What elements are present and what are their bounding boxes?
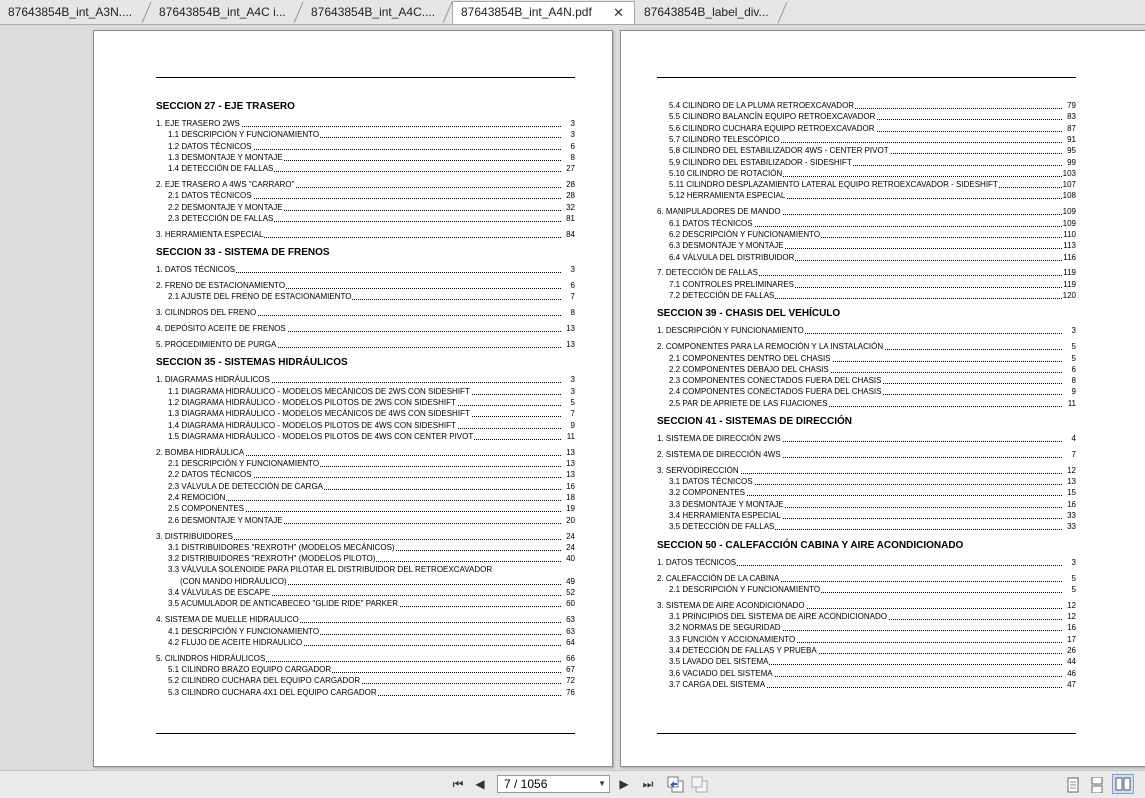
toc-page-number: 109 bbox=[1062, 207, 1076, 217]
toc-entry-label: 5.8 CILINDRO DEL ESTABILIZADOR 4WS - CENTER PIVOT bbox=[669, 146, 889, 156]
toc-entry-label: 2. SISTEMA DE DIRECCIÓN 4WS bbox=[657, 449, 781, 459]
toc-entry[interactable] bbox=[669, 679, 1076, 690]
tab-label: 87643854B_label_div... bbox=[644, 5, 769, 19]
page-indicator: 7 / 1056 bbox=[504, 777, 548, 791]
toc-entry[interactable] bbox=[669, 645, 1076, 656]
toc-entry-label: 7. DETECCIÓN DE FALLAS bbox=[657, 268, 758, 278]
toc-entry[interactable] bbox=[156, 280, 575, 291]
toc-entry-label: 3. SISTEMA DE AIRE ACONDICIONADO bbox=[657, 600, 805, 610]
toc-page-number: 13 bbox=[1067, 477, 1076, 487]
toc-page-number: 9 bbox=[1071, 387, 1076, 397]
toc-page-number: 15 bbox=[1067, 488, 1076, 498]
toc-entry-label: 2. CALEFACCIÓN DE LA CABINA bbox=[657, 573, 780, 583]
toc-entry-label: 3.6 VACIADO DEL SISTEMA bbox=[669, 668, 773, 678]
toc-entry[interactable] bbox=[669, 134, 1076, 145]
toc-entry-label: 5.10 CILINDRO DE ROTACIÓN bbox=[669, 168, 783, 178]
toc-page-number: 16 bbox=[1067, 499, 1076, 509]
toc-page-number: 3 bbox=[570, 119, 575, 128]
toc-entry-label: 4.2 FLUJO DE ACEITE HIDRAULICO bbox=[168, 637, 303, 647]
toc-page-number: 8 bbox=[570, 152, 575, 162]
toc-entry-label: 3.5 DETECCIÓN DE FALLAS bbox=[669, 522, 775, 532]
toc-entry[interactable] bbox=[168, 397, 575, 408]
toc-entry-label: 1.4 DETECCIÓN DE FALLAS bbox=[168, 164, 274, 174]
toc-entry[interactable] bbox=[669, 145, 1076, 156]
toc-entry-label: 5. CILINDROS HIDRÁULICOS bbox=[156, 653, 266, 663]
toc-entry-label: 3.5 ACUMULADOR DE ANTICABECEO "GLIDE RIDE" PARKER bbox=[168, 599, 399, 609]
toc-page-number: 8 bbox=[1071, 376, 1076, 386]
toc-entry-label: 2.1 DESCRIPCIÓN Y FUNCIONAMIENTO bbox=[669, 584, 821, 594]
toc-entry[interactable] bbox=[669, 521, 1076, 532]
toc-page-number: 12 bbox=[1067, 612, 1076, 621]
toc-entry[interactable] bbox=[168, 664, 575, 675]
toc-page-number: 13 bbox=[566, 447, 575, 457]
toc-entry-label: 3.4 DETECCIÓN DE FALLAS Y PRUEBA bbox=[669, 645, 817, 655]
toc-entry-label: 1.1 DESCRIPCIÓN Y FUNCIONAMIENTO bbox=[168, 130, 320, 140]
toc-entry-label: 3. CILINDROS DEL FRENO bbox=[156, 308, 257, 318]
toc-page-number: 20 bbox=[566, 515, 575, 525]
toc-entry-label: 5. PROCEDIMIENTO DE PURGA bbox=[156, 340, 277, 350]
toc-entry[interactable] bbox=[168, 553, 575, 564]
toc-page-number: 108 bbox=[1062, 191, 1076, 201]
toc-entry[interactable] bbox=[156, 307, 575, 318]
toc-page-number: 113 bbox=[1063, 241, 1076, 251]
section-heading: SECCION 27 - EJE TRASERO bbox=[156, 101, 295, 112]
toc-entry[interactable] bbox=[168, 458, 575, 469]
toc-entry-label: 3.5 LAVADO DEL SISTEMA bbox=[669, 657, 769, 667]
toc-page-number: 3 bbox=[1071, 557, 1076, 567]
toc-page-number: 79 bbox=[1067, 101, 1076, 110]
toc-entry[interactable] bbox=[156, 447, 575, 458]
toc-entry[interactable] bbox=[669, 157, 1076, 168]
toc-entry[interactable] bbox=[168, 408, 575, 419]
toc-page-number: 11 bbox=[566, 431, 575, 441]
toc-entry-label: 1. SISTEMA DE DIRECCIÓN 2WS bbox=[657, 434, 781, 443]
toc-entry-label: 3.7 CARGA DEL SISTEMA bbox=[669, 679, 766, 689]
toc-page-number: 27 bbox=[566, 164, 575, 174]
toc-page-number: 12 bbox=[1067, 600, 1076, 610]
toc-page-number: 6 bbox=[570, 141, 575, 151]
toc-entry[interactable] bbox=[156, 614, 575, 625]
toc-page-number: 32 bbox=[566, 202, 575, 212]
toc-entry[interactable] bbox=[657, 341, 1076, 352]
toc-entry[interactable] bbox=[669, 353, 1076, 364]
toc-page-number: 28 bbox=[566, 191, 575, 201]
previous-page-icon: ◀ bbox=[475, 777, 485, 791]
toc-entry[interactable] bbox=[657, 557, 1076, 568]
close-tab-icon[interactable]: ✕ bbox=[613, 5, 624, 20]
toc-entry-label: 3.2 DISTRIBUIDORES "REXROTH" (MODELOS PILOTO) bbox=[168, 554, 376, 564]
toc-entry[interactable] bbox=[168, 564, 575, 575]
toc-entry-label: 7.2 DETECCIÓN DE FALLAS bbox=[669, 291, 775, 300]
toc-entry-label: 5.5 CILINDRO BALANCÍN EQUIPO RETROEXCAVADOR bbox=[669, 112, 876, 122]
toc-page-number: 3 bbox=[570, 375, 575, 385]
toc-page-number: 120 bbox=[1062, 291, 1076, 300]
page-top-rule bbox=[156, 77, 575, 78]
toc-entry[interactable] bbox=[669, 476, 1076, 487]
toc-entry[interactable] bbox=[669, 279, 1076, 290]
toc-entry-label: 3.1 PRINCIPIOS DEL SISTEMA DE AIRE ACONDICIONADO bbox=[669, 612, 887, 621]
toc-entry[interactable] bbox=[669, 240, 1076, 251]
toc-entry-label: 2.1 DATOS TÉCNICOS bbox=[168, 191, 252, 201]
toc-page-number: 3 bbox=[570, 265, 575, 275]
toc-entry[interactable] bbox=[657, 573, 1076, 584]
toc-page-number: 28 bbox=[566, 180, 575, 190]
toc-page-number: 44 bbox=[1067, 657, 1076, 667]
tab-label: 87643854B_int_A4C.... bbox=[311, 5, 436, 19]
toc-entry-label: 2.1 DESCRIPCIÓN Y FUNCIONAMIENTO bbox=[168, 459, 320, 469]
toc-entry[interactable] bbox=[168, 675, 575, 686]
toc-page-number: 5 bbox=[570, 398, 575, 407]
toc-page-number: 33 bbox=[1067, 511, 1076, 520]
toc-entry[interactable] bbox=[669, 252, 1076, 263]
toc-leader-dots bbox=[168, 500, 561, 501]
toc-entry-label: 3. HERRAMIENTA ESPECIAL bbox=[156, 229, 264, 239]
toc-entry[interactable] bbox=[180, 576, 575, 587]
toc-entry-label: 2. EJE TRASERO A 4WS "CARRARO" bbox=[156, 180, 295, 190]
toc-entry[interactable] bbox=[156, 229, 575, 240]
toc-entry-label: 3.4 HERRAMIENTA ESPECIAL bbox=[669, 511, 781, 520]
toc-entry[interactable] bbox=[168, 542, 575, 553]
toc-page-number: 60 bbox=[566, 599, 575, 609]
toc-entry[interactable] bbox=[168, 420, 575, 431]
last-page-button[interactable] bbox=[640, 776, 656, 792]
toc-page-number: 116 bbox=[1063, 252, 1076, 262]
toc-page-number: 87 bbox=[1067, 123, 1076, 133]
tab-label: 87643854B_int_A4N.pdf bbox=[461, 5, 592, 19]
toc-page-number: 17 bbox=[1067, 634, 1076, 644]
toc-page-number: 7 bbox=[570, 409, 575, 419]
toc-entry[interactable] bbox=[156, 374, 575, 385]
toc-entry-label: 5.3 CILINDRO CUCHARA 4X1 DEL EQUIPO CARGADOR bbox=[168, 687, 377, 697]
toc-entry[interactable] bbox=[657, 600, 1076, 611]
status-bar bbox=[0, 770, 1145, 798]
section-heading: SECCION 39 - CHASIS DEL VEHÍCULO bbox=[657, 308, 841, 320]
toc-entry-label: 3. DISTRIBUIDORES bbox=[156, 531, 233, 541]
toc-page-number: 83 bbox=[1067, 112, 1076, 122]
document-viewer[interactable] bbox=[0, 25, 1145, 770]
toc-entry-label: 4.1 DESCRIPCIÓN Y FUNCIONAMIENTO bbox=[168, 626, 320, 636]
toc-entry[interactable] bbox=[669, 398, 1076, 409]
section-heading: SECCION 50 - CALEFACCIÓN CABINA Y AIRE ACONDICIONADO bbox=[657, 539, 964, 551]
go-forward-icon[interactable] bbox=[691, 776, 709, 794]
toc-entry[interactable] bbox=[669, 168, 1076, 179]
toc-page-number: 33 bbox=[1067, 522, 1076, 532]
toc-entry[interactable] bbox=[168, 202, 575, 213]
toc-entry-label: 4. DEPÓSITO ACEITE DE FRENOS bbox=[156, 324, 286, 334]
toc-entry[interactable] bbox=[168, 163, 575, 174]
toc-entry-label: 3.4 VÁLVULAS DE ESCAPE bbox=[168, 588, 271, 597]
toc-entry[interactable] bbox=[168, 515, 575, 526]
tab-bar bbox=[0, 0, 1145, 25]
toc-entry-label: 5.4 CILINDRO DE LA PLUMA RETROEXCAVADOR bbox=[669, 101, 855, 110]
toc-entry[interactable] bbox=[168, 626, 575, 637]
toc-entry[interactable] bbox=[156, 118, 575, 129]
last-page-icon: ⏭ bbox=[642, 777, 654, 791]
toc-page-number: 63 bbox=[566, 615, 575, 625]
toc-page-number: 6 bbox=[570, 281, 575, 291]
toc-entry[interactable] bbox=[168, 587, 575, 598]
toc-entry[interactable] bbox=[168, 152, 575, 163]
toc-entry[interactable] bbox=[168, 129, 575, 140]
toc-entry-label: 3.1 DATOS TÉCNICOS bbox=[669, 477, 753, 487]
toc-entry[interactable] bbox=[669, 218, 1076, 229]
toc-page-number: 13 bbox=[566, 340, 575, 350]
toc-entry[interactable] bbox=[669, 584, 1076, 595]
toc-entry[interactable] bbox=[156, 531, 575, 542]
toc-entry-label: 3.2 NORMAS DE SEGURIDAD bbox=[669, 623, 781, 633]
go-back-icon[interactable] bbox=[667, 776, 685, 794]
toc-entry-label: 2.1 AJUSTE DEL FRENO DE ESTACIONAMIENTO bbox=[168, 292, 352, 302]
toc-page-number: 4 bbox=[1071, 434, 1076, 443]
toc-page-number: 16 bbox=[1067, 623, 1076, 633]
pdf-page-left bbox=[93, 30, 613, 767]
toc-page-number: 3 bbox=[570, 130, 575, 140]
toc-page-number: 5 bbox=[1071, 573, 1076, 583]
toc-page-number: 13 bbox=[566, 324, 575, 334]
toc-page-number: 47 bbox=[1067, 679, 1076, 689]
toc-entry[interactable] bbox=[669, 499, 1076, 510]
toc-entry-label: 6.4 VÁLVULA DEL DISTRIBUIDOR bbox=[669, 252, 795, 262]
toc-page-number: 7 bbox=[1071, 449, 1076, 459]
toc-entry[interactable] bbox=[156, 653, 575, 664]
toc-page-number: 8 bbox=[570, 308, 575, 318]
toc-page-number: 119 bbox=[1063, 268, 1076, 278]
toc-page-number: 3 bbox=[1071, 326, 1076, 336]
toc-entry-label: 1.2 DATOS TÉCNICOS bbox=[168, 141, 252, 151]
toc-page-number: 99 bbox=[1067, 157, 1076, 167]
toc-page-number: 52 bbox=[566, 588, 575, 597]
facing-view-icon bbox=[1115, 777, 1131, 791]
toc-entry-label: 5.6 CILINDRO CUCHARA EQUIPO RETROEXCAVADOR bbox=[669, 123, 875, 133]
toc-entry-label: 3.1 DISTRIBUIDORES "REXROTH" (MODELOS MECÁNICOS) bbox=[168, 542, 395, 552]
first-page-icon: ⏮ bbox=[452, 777, 464, 791]
toc-entry[interactable] bbox=[168, 213, 575, 224]
toc-entry[interactable] bbox=[669, 611, 1076, 622]
toc-entry[interactable] bbox=[669, 111, 1076, 122]
toc-page-number: 16 bbox=[566, 481, 575, 491]
toc-entry-label: 3.3 VÁLVULA SOLENOIDE PARA PILOTAR EL DISTRIBUIDOR DEL RETROEXCAVADOR bbox=[168, 565, 493, 575]
toc-entry[interactable] bbox=[669, 668, 1076, 679]
toc-entry[interactable] bbox=[657, 449, 1076, 460]
toc-entry-label: 2. BOMBA HIDRÁULICA bbox=[156, 447, 245, 457]
toc-entry[interactable] bbox=[657, 267, 1076, 278]
toc-entry-label: 5.2 CILINDRO CUCHARA DEL EQUIPO CARGADOR bbox=[168, 676, 361, 686]
toc-entry-label: 2.6 DESMONTAJE Y MONTAJE bbox=[168, 515, 283, 525]
toc-entry[interactable] bbox=[657, 433, 1076, 444]
toc-entry[interactable] bbox=[669, 190, 1076, 201]
toc-page-number: 81 bbox=[566, 214, 575, 223]
toc-entry-label: 2.4 REMOCIÓN bbox=[168, 493, 226, 502]
toc-entry-label: 3.3 DESMONTAJE Y MONTAJE bbox=[669, 499, 784, 509]
next-page-button[interactable] bbox=[616, 776, 632, 792]
pdf-page-right bbox=[620, 30, 1145, 767]
toc-entry[interactable] bbox=[669, 100, 1076, 111]
toc-entry[interactable] bbox=[669, 656, 1076, 667]
toc-page-number: 9 bbox=[570, 420, 575, 430]
toc-page-number: 95 bbox=[1067, 146, 1076, 156]
toc-entry-label: 6. MANIPULADORES DE MANDO bbox=[657, 207, 781, 217]
toc-entry-label: 1. EJE TRASERO 2WS bbox=[156, 119, 240, 128]
toc-entry[interactable] bbox=[168, 481, 575, 492]
toc-entry[interactable] bbox=[156, 179, 575, 190]
toc-entry-label: 4. SISTEMA DE MUELLE HIDRAULICO bbox=[156, 615, 299, 625]
toc-entry-label: (CON MANDO HIDRÁULICO) bbox=[180, 576, 287, 586]
toc-entry-label: 2. FRENO DE ESTACIONAMIENTO bbox=[156, 281, 286, 291]
toc-entry-label: 2.2 DESMONTAJE Y MONTAJE bbox=[168, 202, 283, 212]
toc-page-number: 5 bbox=[1071, 353, 1076, 363]
toc-entry-label: 6.1 DATOS TÉCNICOS bbox=[669, 218, 753, 228]
toc-entry[interactable] bbox=[657, 325, 1076, 336]
toc-entry-label: 1.3 DESMONTAJE Y MONTAJE bbox=[168, 152, 283, 162]
section-heading: SECCION 41 - SISTEMAS DE DIRECCIÓN bbox=[657, 416, 853, 427]
toc-entry[interactable] bbox=[669, 123, 1076, 134]
toc-entry[interactable] bbox=[669, 290, 1076, 301]
toc-entry[interactable] bbox=[669, 179, 1076, 190]
toc-entry-label: 1. DATOS TÉCNICOS bbox=[156, 265, 236, 275]
toc-entry[interactable] bbox=[156, 264, 575, 275]
toc-entry[interactable] bbox=[168, 386, 575, 397]
toc-entry[interactable] bbox=[168, 492, 575, 503]
toc-entry-label: 5.11 CILINDRO DESPLAZAMIENTO LATERAL EQUIPO RETROEXCAVADOR - SIDESHIFT bbox=[669, 180, 998, 190]
facing-view-button[interactable] bbox=[1112, 774, 1134, 794]
toc-entry-label: 2.3 VÁLVULA DE DETECCIÓN DE CARGA bbox=[168, 481, 324, 491]
next-page-icon: ▶ bbox=[619, 777, 629, 791]
toc-entry[interactable] bbox=[669, 375, 1076, 386]
toc-page-number: 46 bbox=[1067, 668, 1076, 678]
toc-entry-label: 2.3 COMPONENTES CONECTADOS FUERA DEL CHASIS bbox=[669, 376, 882, 386]
toc-page-number: 7 bbox=[570, 292, 575, 302]
toc-entry[interactable] bbox=[657, 465, 1076, 476]
toc-entry-label: 5.1 CILINDRO BRAZO EQUIPO CARGADOR bbox=[168, 665, 332, 674]
toc-entry-label: 1.5 DIAGRAMA HIDRÁULICO - MODELOS PILOTOS DE 4WS CON CENTER PIVOT bbox=[168, 431, 474, 441]
toc-entry-label: 5.9 CILINDRO DEL ESTABILIZADOR - SIDESHIFT bbox=[669, 157, 852, 167]
toc-entry-label: 7.1 CONTROLES PRELIMINARES bbox=[669, 279, 794, 289]
toc-page-number: 3 bbox=[570, 386, 575, 396]
toc-page-number: 24 bbox=[566, 531, 575, 541]
tab-label: 87643854B_int_A4C i... bbox=[159, 5, 286, 19]
page-bottom-rule bbox=[156, 733, 575, 734]
toc-page-number: 76 bbox=[566, 687, 575, 697]
toc-entry-label: 2.1 COMPONENTES DENTRO DEL CHASIS bbox=[669, 353, 831, 363]
toc-entry-label: 1. DIAGRAMAS HIDRÁULICOS bbox=[156, 375, 270, 385]
toc-entry-label: 1. DESCRIPCIÓN Y FUNCIONAMIENTO bbox=[657, 326, 804, 336]
toc-page-number: 49 bbox=[566, 576, 575, 586]
single-page-view-icon[interactable] bbox=[1066, 777, 1080, 793]
toc-page-number: 72 bbox=[566, 676, 575, 686]
toc-page-number: 5 bbox=[1071, 584, 1076, 594]
toc-page-number: 103 bbox=[1062, 168, 1076, 178]
section-heading: SECCION 35 - SISTEMAS HIDRÁULICOS bbox=[156, 357, 348, 369]
toc-entry[interactable] bbox=[168, 190, 575, 201]
toc-page-number: 26 bbox=[1067, 645, 1076, 655]
toc-entry[interactable] bbox=[156, 339, 575, 350]
toc-entry-label: 2.2 DATOS TÉCNICOS bbox=[168, 470, 252, 480]
toc-entry-label: 2.5 PAR DE APRIETE DE LAS FIJACIONES bbox=[669, 398, 828, 408]
toc-page-number: 119 bbox=[1063, 279, 1076, 289]
page-bottom-rule bbox=[657, 733, 1076, 734]
toc-page-number: 84 bbox=[566, 229, 575, 239]
toc-page-number: 13 bbox=[566, 459, 575, 469]
toc-page-number: 110 bbox=[1063, 229, 1076, 239]
toc-entry-label: 2.2 COMPONENTES DEBAJO DEL CHASIS bbox=[669, 364, 829, 374]
tab-label: 87643854B_int_A3N.... bbox=[8, 5, 133, 19]
toc-page-number: 64 bbox=[566, 637, 575, 647]
toc-page-number: 13 bbox=[566, 470, 575, 480]
toc-entry-label: 1. DATOS TÉCNICOS bbox=[657, 557, 737, 567]
toc-entry[interactable] bbox=[669, 510, 1076, 521]
toc-entry[interactable] bbox=[669, 364, 1076, 375]
toc-page-number: 12 bbox=[1067, 465, 1076, 475]
section-heading: SECCION 33 - SISTEMA DE FRENOS bbox=[156, 247, 330, 259]
toc-entry[interactable] bbox=[168, 469, 575, 480]
toc-entry-label: 1.4 DIAGRAMA HIDRÁULICO - MODELOS PILOTOS DE 4WS CON SIDESHIFT bbox=[168, 420, 456, 430]
toc-entry[interactable] bbox=[669, 622, 1076, 633]
toc-entry-label: 1.3 DIAGRAMA HIDRÁULICO - MODELOS MECÁNICOS DE 4WS CON SIDESHIFT bbox=[168, 409, 470, 419]
toc-entry-label: 2.4 COMPONENTES CONECTADOS FUERA DEL CHASIS bbox=[669, 387, 882, 397]
toc-entry-label: 2. COMPONENTES PARA LA REMOCIÓN Y LA INSTALACIÓN bbox=[657, 342, 884, 352]
toc-page-number: 6 bbox=[1071, 364, 1076, 374]
toc-entry[interactable] bbox=[669, 487, 1076, 498]
toc-entry[interactable] bbox=[657, 206, 1076, 217]
toc-entry[interactable] bbox=[669, 229, 1076, 240]
toc-page-number: 40 bbox=[566, 554, 575, 564]
toc-entry[interactable] bbox=[168, 503, 575, 514]
toc-entry-label: 1.1 DIAGRAMA HIDRÁULICO - MODELOS MECÁNICOS DE 2WS CON SIDESHIFT bbox=[168, 386, 470, 396]
toc-page-number: 107 bbox=[1062, 180, 1076, 190]
toc-page-number: 63 bbox=[566, 626, 575, 636]
toc-entry-label: 6.2 DESCRIPCIÓN Y FUNCIONAMIENTO bbox=[669, 229, 821, 239]
toc-page-number: 109 bbox=[1062, 218, 1076, 228]
toc-entry[interactable] bbox=[669, 386, 1076, 397]
toc-page-number: 18 bbox=[566, 493, 575, 502]
toc-entry[interactable] bbox=[168, 598, 575, 609]
toc-page-number: 5 bbox=[1071, 342, 1076, 352]
chevron-down-icon[interactable]: ▼ bbox=[598, 779, 606, 788]
toc-entry-label: 5.7 CILINDRO TELESCÓPICO bbox=[669, 134, 780, 144]
toc-entry-label: 2.3 DETECCIÓN DE FALLAS bbox=[168, 214, 274, 223]
first-page-button[interactable] bbox=[450, 776, 466, 792]
toc-page-number: 91 bbox=[1067, 134, 1076, 144]
toc-page-number: 19 bbox=[566, 504, 575, 514]
toc-entry[interactable] bbox=[168, 431, 575, 442]
toc-page-number: 11 bbox=[1067, 398, 1076, 408]
toc-entry[interactable] bbox=[168, 687, 575, 698]
toc-page-number: 24 bbox=[566, 542, 575, 552]
previous-page-button[interactable] bbox=[472, 776, 488, 792]
toc-entry-label: 3.2 COMPONENTES bbox=[669, 488, 746, 498]
toc-entry-label: 3.3 FUNCIÓN Y ACCIONAMIENTO bbox=[669, 634, 796, 644]
toc-entry-label: 5.12 HERRAMIENTA ESPECIAL bbox=[669, 191, 786, 201]
toc-entry[interactable] bbox=[168, 291, 575, 302]
toc-page-number: 67 bbox=[566, 665, 575, 674]
toc-entry-label: 6.3 DESMONTAJE Y MONTAJE bbox=[669, 241, 784, 251]
toc-entry[interactable] bbox=[168, 637, 575, 648]
toc-entry-label: 1.2 DIAGRAMA HIDRÁULICO - MODELOS PILOTOS DE 2WS CON SIDESHIFT bbox=[168, 398, 456, 407]
toc-entry[interactable] bbox=[168, 141, 575, 152]
toc-entry[interactable] bbox=[156, 323, 575, 334]
page-number-input[interactable] bbox=[497, 775, 610, 793]
toc-entry-label: 3. SERVODIRECCIÓN bbox=[657, 465, 739, 475]
page-top-rule bbox=[657, 77, 1076, 78]
toc-entry[interactable] bbox=[669, 634, 1076, 645]
continuous-view-icon[interactable] bbox=[1090, 777, 1104, 793]
toc-page-number: 66 bbox=[566, 653, 575, 663]
tab-separators bbox=[0, 0, 800, 24]
toc-entry-label: 2.5 COMPONENTES bbox=[168, 504, 245, 514]
